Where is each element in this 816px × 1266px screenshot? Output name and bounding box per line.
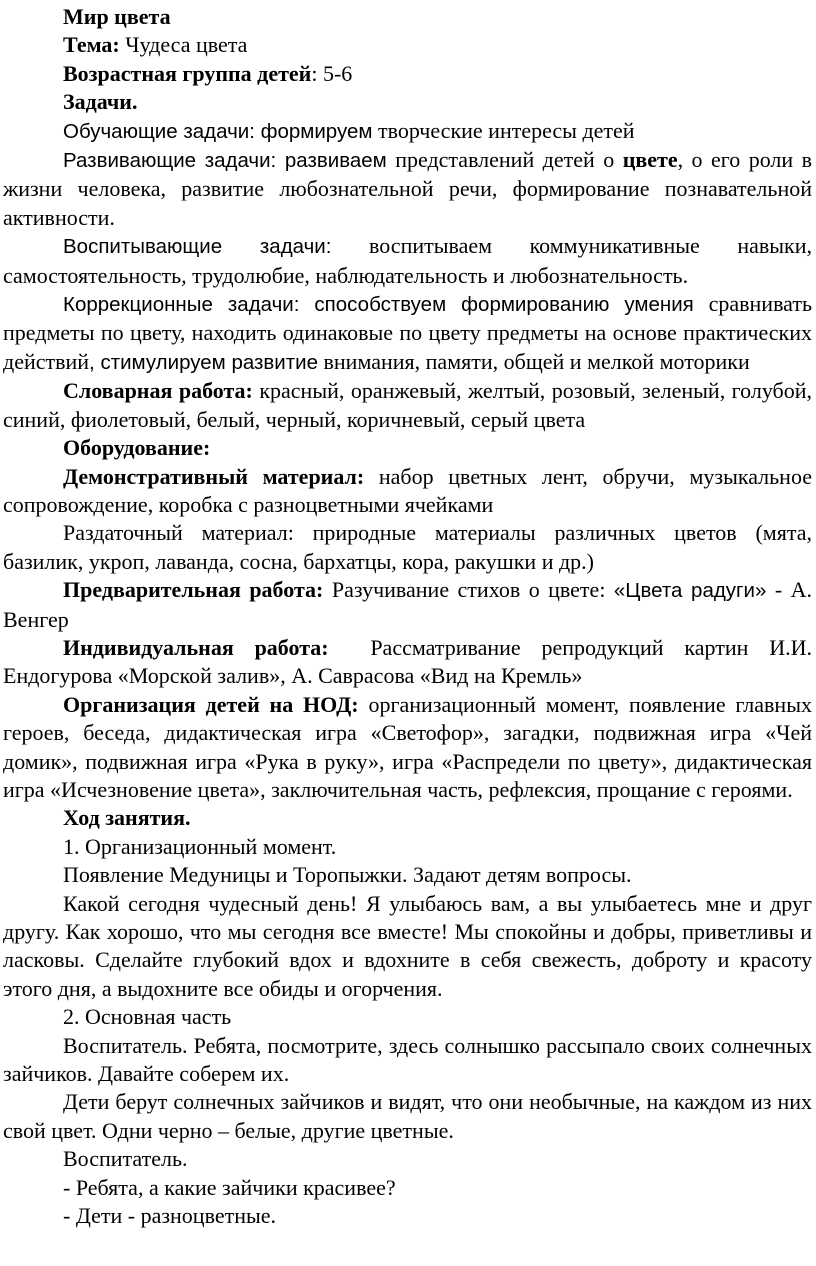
equipment-heading: Оборудование: — [63, 435, 211, 461]
tasks-heading: Задачи. — [63, 89, 138, 115]
step-1: 1. Организационный момент. — [63, 833, 337, 859]
step-2: 2. Основная часть — [63, 1004, 232, 1030]
vocab-text: красный, оранжевый, желтый, розовый, зеленый, голубой, синий, фиолетовый, белый, черный, коричневый, серый цвета — [3, 378, 812, 432]
dev-label: Развивающие задачи: развиваем — [63, 149, 387, 173]
edu-tasks — [3, 117, 812, 146]
dev-text-1: представлений детей о — [395, 147, 615, 173]
corr-label: Коррекционные задачи: способствуем формированию умения — [63, 293, 694, 317]
doc-title: Мир цвета — [63, 4, 171, 29]
prelim-quote: «Цвета радуги» — [613, 579, 767, 603]
prelim-work — [3, 576, 812, 634]
theme-value: Чудеса цвета — [125, 32, 248, 58]
demo-material — [3, 463, 812, 520]
indiv-work — [3, 634, 812, 691]
children-1: Дети берут солнечных зайчиков и видят, что они необычные, на каждом из них свой цвет. Одни черно – белые, другие цветные. — [3, 1089, 812, 1143]
corr-tasks — [3, 290, 812, 377]
dev-tasks — [3, 146, 812, 232]
teacher-2: Воспитатель. — [63, 1146, 188, 1172]
handout-material: Раздаточный материал: природные материалы различных цветов (мята, базилик, укроп, лаванда, сосна, бархатцы, кора, ракушки и др.) — [3, 520, 812, 574]
question: - Ребята, а какие зайчики красивее? — [63, 1174, 396, 1200]
upbr-label: Воспитывающие задачи: — [63, 235, 332, 259]
demo-text: набор цветных лент, обручи, музыкальное сопровождение, коробка с разноцветными ячейками — [3, 463, 812, 517]
greeting: Какой сегодня чудесный день! Я улыбаюсь вам, а вы улыбаетесь мне и друг другу. Как хорошо, что мы сегодня все вместе! Мы спокойны и добры, приветливы и ласковы. Сделайте глубокий вдох и вдохните в себя свежесть, доброту и красоту этого дня, а выдохните все обиды и огорчения. — [3, 890, 812, 1001]
answer: - Дети - разноцветные. — [63, 1203, 277, 1229]
indiv-text: Рассматривание репродукций картин И.И. Ендогурова «Морской залив», А. Саврасова «Вид на Кремль» — [3, 634, 813, 689]
upbr-text: воспитываем коммуникативные навыки, самостоятельность, трудолюбие, наблюдательность и любознательность. — [3, 233, 813, 288]
organization — [3, 691, 812, 805]
edu-text: творческие интересы детей — [378, 117, 635, 143]
prelim-text: Разучивание стихов о цвете: — [331, 577, 606, 603]
corr-text-2: внимания, памяти, общей и мелкой моторики — [323, 348, 750, 374]
dev-bold: цвете — [622, 147, 678, 173]
prelim-author: - А. Венгер — [3, 577, 813, 632]
theme-label: Тема: — [63, 32, 120, 58]
age-label: Возрастная группа детей — [63, 60, 312, 86]
indiv-label: Индивидуальная работа: — [63, 634, 329, 660]
course-heading: Ход занятия. — [63, 805, 191, 831]
vocab-work — [3, 377, 812, 434]
demo-label: Демонстративный материал: — [63, 463, 365, 489]
age-line — [3, 60, 812, 88]
dev-text-2: , о его роли в жизни человека, развитие любознательной речи, формирование познавательной активности. — [3, 147, 812, 230]
prelim-label: Предварительная работа: — [63, 577, 324, 603]
org-label: Организация детей на НОД: — [63, 691, 359, 717]
vocab-label: Словарная работа: — [63, 378, 253, 404]
theme-line — [3, 31, 812, 59]
upbr-tasks — [3, 232, 812, 290]
edu-label: Обучающие задачи: формируем — [63, 119, 373, 143]
org-text: организационный момент, появление главных героев, беседа, дидактическая игра «Светофор», загадки, подвижная игра «Чей домик», подвижная игра «Рука в руку», игра «Распредели по цвету», дидактическая игра «Исчезновение цвета», заключительная часть, рефлексия, прощание с героями. — [3, 691, 812, 802]
step-1-text: Появление Медуницы и Торопыжки. Задают детям вопросы. — [63, 862, 632, 888]
corr-label-2: , стимулируем развитие — [89, 350, 319, 374]
corr-text-1: сравнивать предметы по цвету, находить одинаковые по цвету предметы на основе практических действий — [3, 291, 813, 374]
age-value: : 5-6 — [311, 60, 353, 86]
teacher-1: Воспитатель. Ребята, посмотрите, здесь солнышко рассыпало своих солнечных зайчиков. Давайте соберем их. — [3, 1032, 812, 1087]
